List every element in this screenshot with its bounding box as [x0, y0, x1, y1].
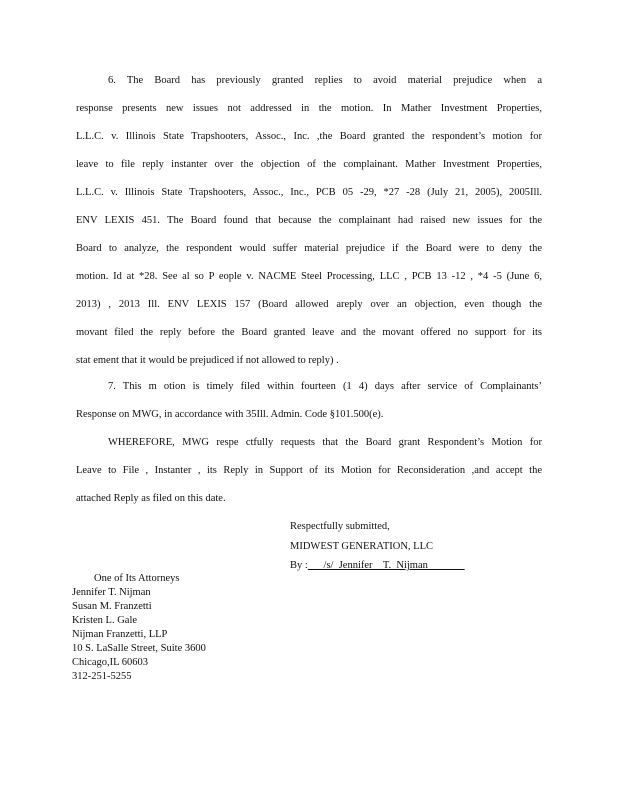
- paragraph-line: motion. Id at *28. See al so P eople v. NACME Steel Processing, LLC , PCB 13 -12 , *4 -5 (June 6,: [76, 271, 542, 282]
- paragraph-line: leave to file reply instanter over the objection of the complainant. Mather Investment Properties,: [76, 159, 542, 170]
- firm-name: Nijman Franzetti, LLP: [72, 629, 168, 640]
- paragraph-line: L.L.C. v. Illinois State Trapshooters, Assoc., Inc. ,the Board granted the respondent’s motion for: [76, 131, 542, 142]
- paragraph-line: 7. This m otion is timely filed within fourteen (1 4) days after service of Complainants’: [108, 381, 542, 392]
- attorney-line: Susan M. Franzetti: [72, 601, 152, 612]
- paragraph-line: response presents new issues not addressed in the motion. In Mather Investment Properties,: [76, 103, 542, 114]
- paragraph-line: Response on MWG, in accordance with 35Ill. Admin. Code §101.500(e).: [76, 409, 384, 420]
- paragraph-line: attached Reply as filed on this date.: [76, 493, 226, 504]
- attorney-line: Kristen L. Gale: [72, 615, 138, 626]
- firm-phone: 312-251-5255: [72, 671, 132, 682]
- paragraph-line: WHEREFORE, MWG respe ctfully requests that the Board grant Respondent’s Motion for: [108, 437, 542, 448]
- paragraph-line: stat ement that it would be prejudiced if not allowed to reply) .: [76, 355, 339, 366]
- closing: Respectfully submitted,: [290, 521, 390, 532]
- paragraph-line: movant filed the reply before the Board granted leave and the movant offered no support for its: [76, 327, 542, 338]
- attorney-list: [72, 572, 206, 684]
- signature-by-label: By :: [290, 560, 308, 571]
- attorney-line: Jennifer T. Nijman: [72, 587, 151, 598]
- firm-address: 10 S. LaSalle Street, Suite 3600: [72, 643, 206, 654]
- company-name: MIDWEST GENERATION, LLC: [290, 541, 434, 552]
- signature-name: /s/ Jennifer T. Nijman: [307, 560, 465, 571]
- signature-line: [290, 560, 465, 571]
- paragraph-line: Leave to File , Instanter , its Reply in Support of its Motion for Reconsideration ,and accept the: [76, 465, 542, 476]
- paragraph-line: L.L.C. v. Illinois State Trapshooters, Assoc., Inc., PCB 05 -29, *27 -28 (July 21, 2005), 2005Ill.: [76, 187, 542, 198]
- paragraph-line: 2013) , 2013 Ill. ENV LEXIS 157 (Board allowed areply over an objection, even though the: [76, 299, 542, 310]
- paragraph-line: Board to analyze, the respondent would suffer material prejudice if the Board were to deny the: [76, 243, 542, 254]
- paragraph-line: 6. The Board has previously granted replies to avoid material prejudice when a: [108, 75, 542, 86]
- firm-city: Chicago,IL 60603: [72, 657, 149, 668]
- attorney-heading: One of Its Attorneys: [94, 573, 180, 584]
- paragraph-line: ENV LEXIS 451. The Board found that because the complainant had raised new issues for the: [76, 215, 542, 226]
